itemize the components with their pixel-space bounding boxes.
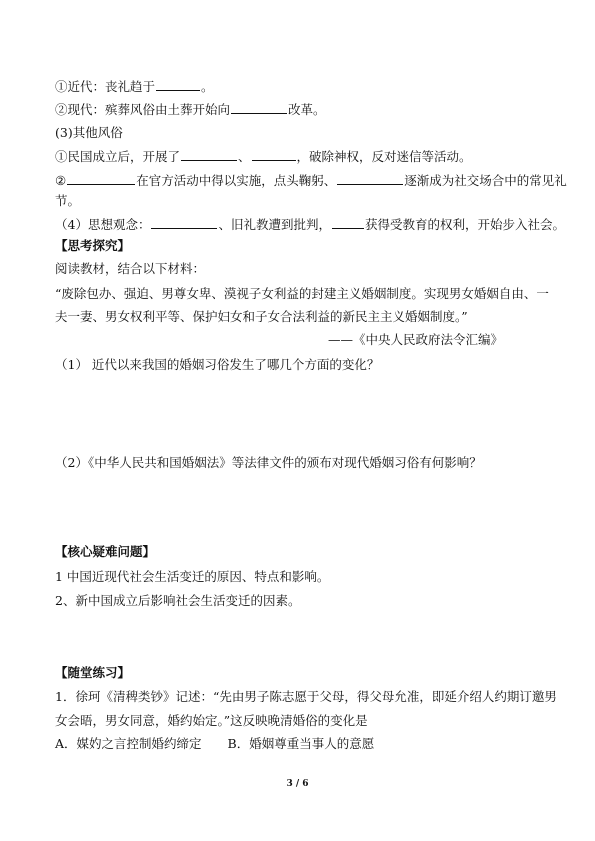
other-customs-item-2: ② 在官方活动中得以实施，点头鞠躬、 逐渐成为社交场合中的常见礼 [55, 173, 567, 188]
option-a[interactable]: A．媒妁之言控制婚约缔定 [55, 736, 202, 751]
question-2: （2）《中华人民共和国婚姻法》等法律文件的颁布对现代婚姻习俗有何影响？ [55, 455, 482, 470]
quote-source: ——《中央人民政府法令汇编》 [328, 332, 504, 347]
blank[interactable] [252, 148, 296, 161]
exercise-1-options [55, 736, 374, 752]
blank[interactable] [67, 172, 135, 185]
question-1: （1） 近代以来我国的婚姻习俗发生了哪几个方面的变化？ [55, 357, 380, 372]
ideology-line: （4）思想观念： 、旧礼教遭到批判， 获得受教育的权利，开始步入社会。 [55, 217, 565, 232]
other-customs-item-2-cont: 节。 [55, 193, 81, 208]
quote-line-1: “废除包办、强迫、男尊女卑、漠视子女利益的封建主义婚姻制度。实现男女婚姻自由、一 [55, 286, 549, 301]
funeral-modern-era-line: ①近代：丧礼趋于 。 [55, 79, 214, 94]
option-b[interactable]: B．婚姻尊重当事人的意愿 [227, 736, 375, 751]
funeral-contemporary-line: ②现代：殡葬风俗由土葬开始向 改革。 [55, 102, 326, 117]
exercise-1-line-1: 1．徐珂《清稗类钞》记述：“先由男子陈志愿于父母，得父母允准，即延介绍人约期订邀男 [55, 689, 557, 704]
reading-instruction: 阅读教材，结合以下材料： [55, 261, 206, 276]
other-customs-item-1: ①民国成立后，开展了 、 ，破除神权，反对迷信等活动。 [55, 149, 472, 164]
blank[interactable] [156, 78, 200, 91]
blank[interactable] [332, 216, 364, 229]
core-item-2: 2、新中国成立后影响社会生活变迁的因素。 [55, 593, 301, 608]
quote-line-2: 夫一妻、男女权利平等、保护妇女和子女合法利益的新民主主义婚姻制度。” [55, 309, 468, 324]
page-number: 3 / 6 [286, 779, 309, 789]
core-item-1: 1 中国近现代社会生活变迁的原因、特点和影响。 [55, 569, 330, 584]
blank[interactable] [181, 148, 237, 161]
blank[interactable] [231, 101, 287, 114]
blank[interactable] [151, 216, 217, 229]
exercise-1-line-2: 女会晤，男女同意，婚约始定。”这反映晚清婚俗的变化是 [55, 713, 368, 728]
blank[interactable] [337, 172, 403, 185]
section-heading-core: 【核心疑难问题】 [55, 544, 156, 559]
other-customs-heading: (3)其他风俗 [55, 125, 123, 140]
section-heading-think: 【思考探究】 [55, 238, 131, 253]
section-heading-exercise: 【随堂练习】 [55, 665, 131, 680]
